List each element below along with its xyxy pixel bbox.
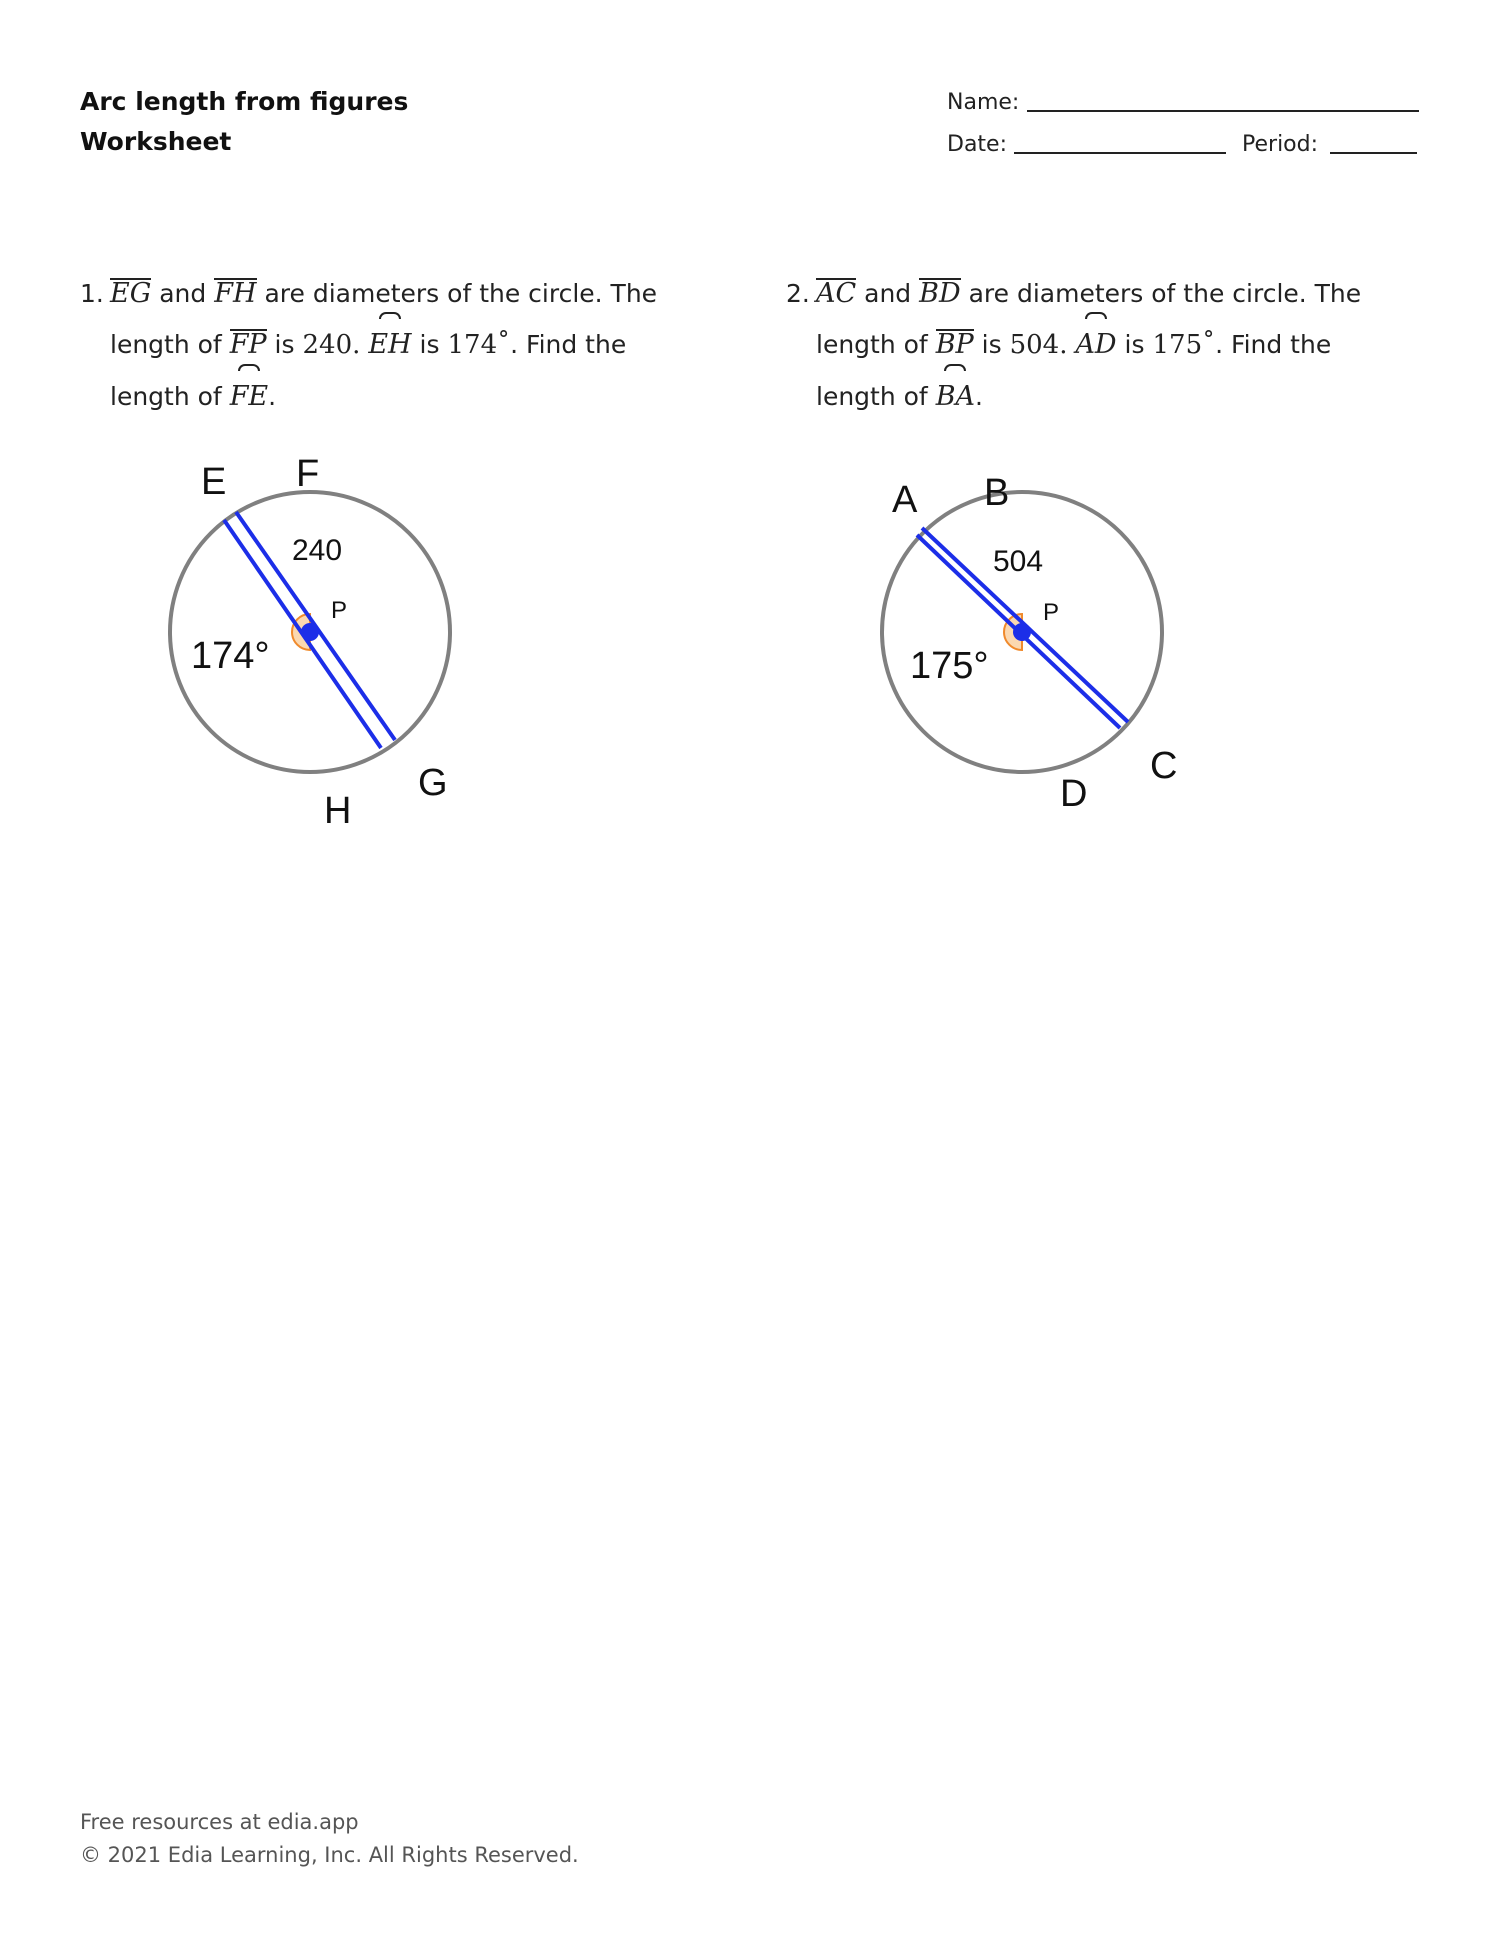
footer bbox=[80, 1806, 579, 1872]
problem-number: 1. bbox=[80, 279, 104, 308]
date-label: Date: bbox=[947, 132, 1007, 157]
arc-name: EH bbox=[368, 329, 412, 360]
segment-label: FH bbox=[214, 278, 257, 309]
center-label: P bbox=[1043, 599, 1060, 626]
center-label: P bbox=[331, 597, 348, 624]
point-label: C bbox=[1150, 745, 1178, 787]
problem-word: and bbox=[159, 279, 207, 308]
arc-name: FE bbox=[229, 381, 269, 412]
footer-resources: Free resources at edia.app bbox=[80, 1810, 359, 1834]
period-label: Period: bbox=[1242, 132, 1319, 157]
problem-word: . bbox=[975, 382, 983, 411]
length-label: 504 bbox=[993, 545, 1044, 578]
problem-word: . Find the bbox=[510, 330, 627, 359]
problem-word: and bbox=[864, 279, 912, 308]
point-label: F bbox=[296, 453, 320, 495]
worksheet-subtitle: Worksheet bbox=[80, 127, 232, 156]
problem-word: length of bbox=[816, 330, 928, 359]
point-label: G bbox=[418, 762, 448, 804]
point-label: H bbox=[324, 790, 352, 832]
problem-word: is bbox=[1124, 330, 1145, 359]
angle-value: 175˚ bbox=[1152, 330, 1216, 360]
problem-word: . bbox=[268, 382, 277, 411]
angle-value: 174˚ bbox=[447, 330, 511, 360]
segment-label: EG bbox=[110, 278, 152, 309]
length-value: 504. bbox=[1009, 330, 1068, 360]
arc-name: BA bbox=[935, 381, 976, 412]
point-label: D bbox=[1060, 773, 1088, 815]
length-label: 240 bbox=[292, 534, 343, 567]
period-blank[interactable] bbox=[1330, 152, 1417, 154]
problem-word: length of bbox=[110, 382, 222, 411]
angle-label: 175° bbox=[910, 645, 989, 687]
problem-word: length of bbox=[816, 382, 928, 411]
footer-copyright: © 2021 Edia Learning, Inc. All Rights Reserved. bbox=[80, 1843, 579, 1867]
problem-word: is bbox=[981, 330, 1002, 359]
problem-word: are diameters of the circle. The bbox=[968, 279, 1362, 308]
arc-name: AD bbox=[1075, 329, 1117, 360]
name-label: Name: bbox=[947, 90, 1020, 115]
point-label: E bbox=[201, 461, 227, 503]
point-label: B bbox=[984, 472, 1010, 514]
problem-number: 2. bbox=[786, 279, 810, 308]
problem-word: length of bbox=[110, 330, 222, 359]
length-value: 240. bbox=[302, 330, 361, 360]
segment-label: BP bbox=[935, 329, 974, 360]
problem-word: is bbox=[419, 330, 440, 359]
problem-word: . Find the bbox=[1215, 330, 1332, 359]
angle-label: 174° bbox=[191, 635, 270, 677]
problem-word: is bbox=[274, 330, 295, 359]
figure-2 bbox=[0, 0, 1240, 860]
segment-label: BD bbox=[919, 278, 961, 309]
point-label: A bbox=[892, 479, 918, 521]
segment-label: FP bbox=[229, 329, 267, 360]
worksheet-title: Arc length from figures bbox=[80, 87, 409, 116]
segment-label: AC bbox=[816, 278, 857, 309]
problem-word: are diameters of the circle. The bbox=[264, 279, 658, 308]
center-point bbox=[1013, 623, 1031, 641]
